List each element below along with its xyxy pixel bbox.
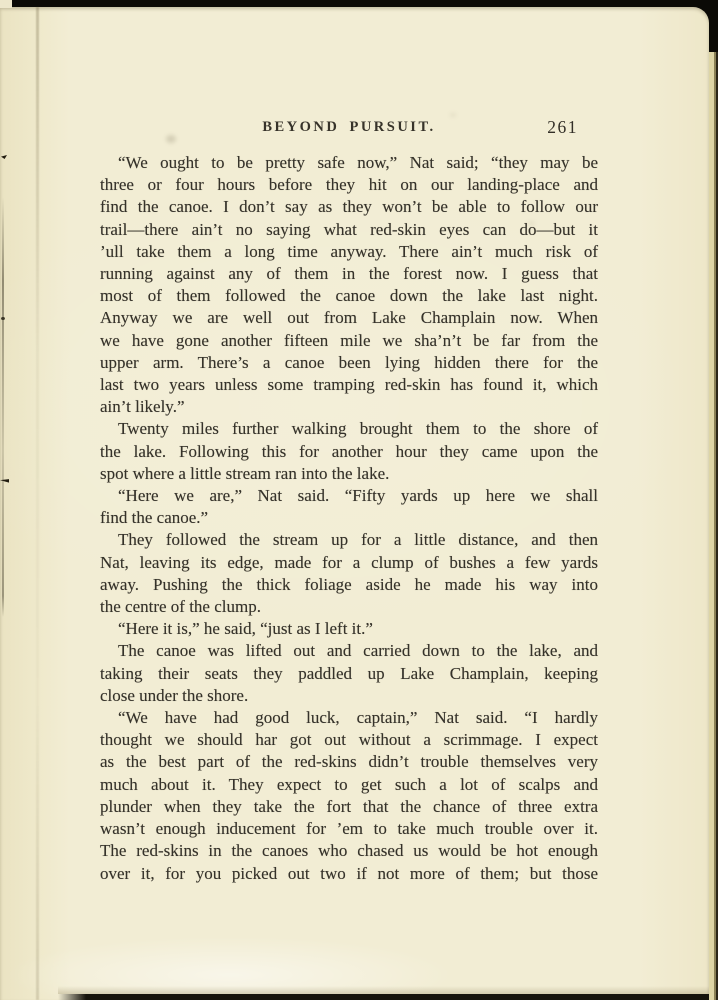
page-header-title: BEYOND PURSUIT. bbox=[262, 119, 436, 135]
text-line: The red-skins in the canoes who chased us would be hot enough bbox=[100, 841, 598, 861]
text-line: three or four hours before they hit on our landing-place and bbox=[100, 175, 598, 195]
text-line: ’ull take them a long time anyway. There ain’t much risk of bbox=[100, 241, 598, 261]
text-line: away. Pushing the thick foliage aside he made his way into bbox=[100, 574, 598, 594]
text-line: upper arm. There’s a canoe been lying hidden there for the bbox=[100, 352, 598, 372]
text-line: the centre of the clump. bbox=[100, 597, 261, 617]
text-line: wasn’t enough inducement for ’em to take much trouble over it. bbox=[100, 819, 598, 839]
text-line: They followed the stream up for a little distance, and then bbox=[118, 530, 598, 550]
page-edge-line bbox=[2, 197, 4, 617]
body-text bbox=[100, 152, 598, 885]
text-line: Nat, leaving its edge, made for a clump of bushes a few yards bbox=[100, 552, 598, 572]
text-line: the lake. Following this for another hour they came upon the bbox=[100, 441, 598, 461]
page-stack-bottom-edge bbox=[58, 994, 709, 1000]
scan-speck bbox=[1, 155, 7, 159]
text-line: thought we should har got out without a scrimmage. I expect bbox=[100, 730, 598, 750]
text-line: running against any of them in the forest now. I guess that bbox=[100, 264, 598, 284]
book-page bbox=[0, 7, 709, 1000]
text-line: much about it. They expect to get such a lot of scalps and bbox=[100, 774, 598, 794]
text-line: “Here we are,” Nat said. “Fifty yards up here we shall bbox=[118, 486, 598, 506]
binding-crease bbox=[36, 7, 39, 1000]
text-line: The canoe was lifted out and carried down to the lake, and bbox=[118, 641, 598, 661]
text-line: ain’t likely.” bbox=[100, 397, 185, 417]
running-header bbox=[100, 119, 598, 141]
text-line: as the best part of the red-skins didn’t trouble themselves very bbox=[100, 752, 598, 772]
scan-speck bbox=[1, 317, 5, 320]
text-line: taking their seats they paddled up Lake Champlain, keeping bbox=[100, 663, 598, 683]
text-line: last two years unless some tramping red-skin has found it, which bbox=[100, 375, 598, 395]
text-line: find the canoe. I don’t say as they won’t be able to follow our bbox=[100, 197, 598, 217]
text-line: find the canoe.” bbox=[100, 508, 209, 528]
text-line: “We ought to be pretty safe now,” Nat said; “they may be bbox=[118, 153, 598, 172]
text-line: most of them followed the canoe down the lake last night. bbox=[100, 286, 598, 306]
text-line: “Here it is,” he said, “just as I left it.” bbox=[118, 619, 373, 639]
text-line: spot where a little stream ran into the lake. bbox=[100, 463, 390, 483]
paper-smudge bbox=[450, 113, 456, 117]
text-line: plunder when they take the fort that the chance of three extra bbox=[100, 796, 598, 816]
text-line: trail—there ain’t no saying what red-skin eyes can do—but it bbox=[100, 219, 598, 239]
text-line: we have gone another fifteen mile we sha’n’t be far from the bbox=[100, 330, 598, 350]
text-line: over it, for you picked out two if not more of them; but those bbox=[100, 863, 598, 883]
page-number: 261 bbox=[547, 117, 578, 137]
text-line: close under the shore. bbox=[100, 685, 249, 705]
text-line: Twenty miles further walking brought them to the shore of bbox=[118, 419, 598, 439]
text-line: Anyway we are well out from Lake Champlain now. When bbox=[100, 308, 598, 328]
text-line: “We have had good luck, captain,” Nat said. “I hardly bbox=[118, 708, 598, 728]
